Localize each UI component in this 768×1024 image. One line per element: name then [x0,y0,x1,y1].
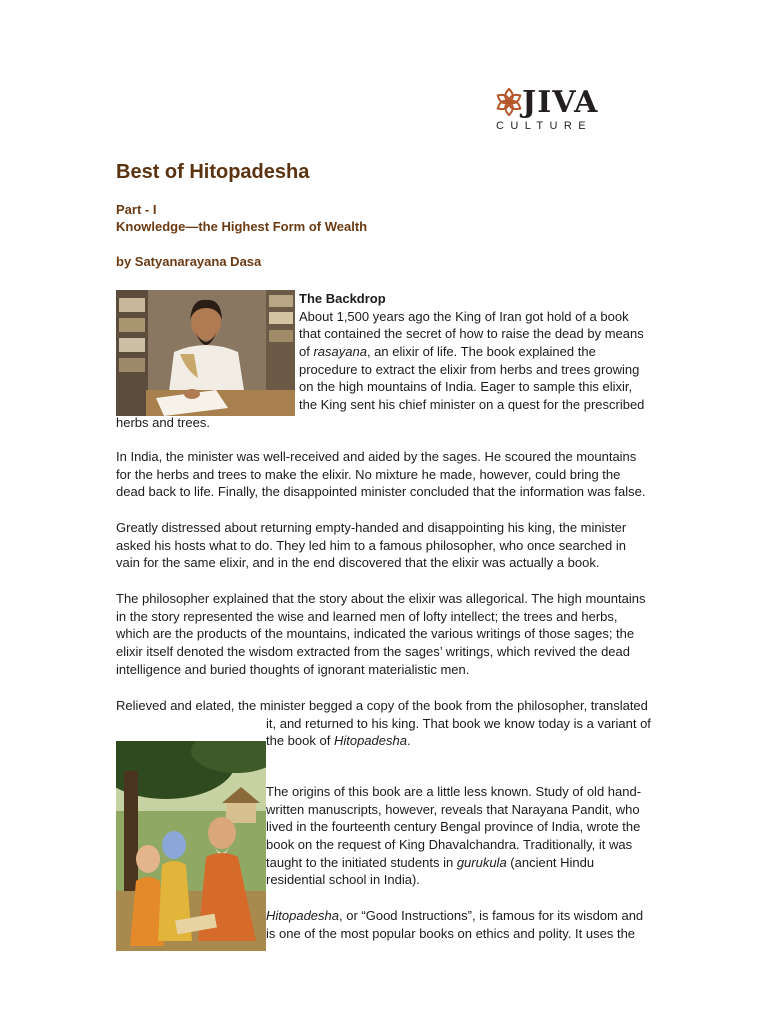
text-line: About 1,500 years ago the King of Iran got hold of a book [299,308,629,324]
paragraph-1-end [116,414,210,432]
paragraph-1 [299,308,644,414]
text-line: of rasayana, an elixir of life. The book explained the [299,344,596,360]
paragraph-5 [116,697,648,715]
paragraph-5-cont [266,715,651,750]
article-title: Best of Hitopadesha [116,161,310,183]
text-line: lived in the fourteenth century Bengal province of India, wrote the [266,819,641,835]
paragraph-2 [116,448,645,501]
section-backdrop [299,290,386,308]
text-line: residential school in India). [266,872,420,888]
text-line: for the herbs and trees to make the elixir. No mixture he made, however, could bring the [116,466,621,482]
author-byline: by Satyanarayana Dasa [116,254,262,269]
photo-scholar-writing [116,290,295,416]
text-line: is one of the most popular books on ethics and polity. It uses the [266,925,636,941]
article-subtitle: Knowledge—the Highest Form of Wealth [116,219,368,234]
text-line: the book of Hitopadesha. [266,733,411,749]
text-line: it, and returned to his king. That book we know today is a variant of [266,715,651,731]
paragraph-6 [266,783,641,889]
text-line: The philosopher explained that the story about the elixir was allegorical. The high mountains [116,591,646,606]
text-line: book on the request of King Dhavalchandra. Traditionally, it was [266,837,633,853]
text-line: on the high mountains of India. Eager to sample this elixir, [299,379,633,395]
text-line: intelligence and buried thoughts of ignorant materialistic men. [116,661,470,677]
text-line: Greatly distressed about returning empty-handed and disappointing his king, the minister [116,520,627,535]
section-heading: The Backdrop [299,291,386,306]
logo-wordmark: JIVA [522,85,599,120]
lotus-logo-icon [494,86,524,120]
paragraph-3 [116,519,626,572]
text-line: written manuscripts, however, reveals that Narayana Pandit, who [266,801,640,817]
text-line: Relieved and elated, the minister begged a copy of the book from the philosopher, translated [116,698,648,713]
text-line: taught to the initiated students in gurukula (ancient Hindu [266,854,595,870]
text-line: asked his hosts what to do. They led him to a famous philosopher, who once searched in [116,537,626,553]
jiva-culture-logo [494,86,614,136]
text-line: the King sent his chief minister on a quest for the prescribed [299,397,645,413]
text-line: In India, the minister was well-received and aided by the sages. He scoured the mountains [116,449,637,464]
paragraph-7 [266,907,643,942]
illustration-sage-teaching [116,741,266,951]
text-line: in the story represented the wise and learned men of lofty intellect; the trees and herbs, [116,608,618,624]
text-line: dead back to life. Finally, the disappointed minister concluded that the information was false. [116,484,646,500]
text-line: The origins of this book are a little less known. Study of old hand- [266,784,642,799]
paragraph-4 [116,590,645,678]
part-label: Part - I [116,202,157,217]
text-line: herbs and trees. [116,415,210,430]
text-line: Hitopadesha, or “Good Instructions”, is famous for its wisdom and [266,908,644,923]
text-line: that contained the secret of how to raise the dead by means [299,326,644,342]
logo-subtitle: CULTURE [496,120,592,132]
text-line: procedure to extract the elixir from herbs and trees growing [299,361,640,377]
text-line: which are the products of the mountains, indicated the various writings of those sages; the [116,626,635,642]
text-line: vain for the same elixir, and in the end discovered that the elixir was actually a book. [116,555,600,571]
text-line: elixir itself denoted the wisdom extracted from the sages’ writings, which revived the dead [116,644,630,660]
